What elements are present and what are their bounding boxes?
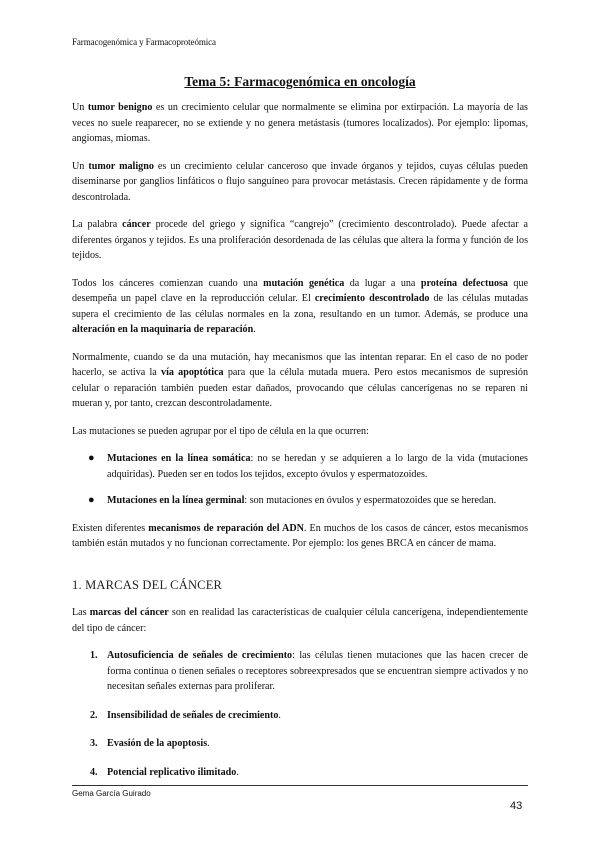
running-header: Farmacogenómica y Farmacoproteómica [72, 37, 216, 47]
text: procede del griego y significa “cangrejo” (crecimiento descontrolado). Puede afectar a diferentes órganos y tejidos. Es una proliferación desordenada de las células que altera la forma y función de los tejidos. [72, 219, 528, 261]
section-heading: 1. MARCAS DEL CÁNCER [72, 577, 223, 592]
text: es un crecimiento celular canceroso que invade órganos y tejidos, cuyas células pueden diseminarse por ganglios linfáticos o flujo sanguíneo para provocar metástasis. Crecen rápidamente y de forma descontrolada. [72, 160, 528, 203]
paragraph-tumor-benigno [72, 100, 528, 147]
text: : no se heredan y se adquieren a lo largo de la vida (mutaciones adquiridas). Pueden ser en todos los tejidos, excepto óvulos y espermatozoides. [107, 453, 528, 480]
text: La palabra [72, 219, 123, 230]
text: : las células tienen mutaciones que las hacen crecer de forma continua o tienen señales o receptores sobreexpresados que se encuentran siempre activados y no necesitan señales externas para proliferar. [107, 650, 528, 692]
item-number: 2. [90, 709, 98, 721]
mutation-type-list [72, 451, 528, 509]
bold-term: mecanismos de reparación del ADN [148, 522, 304, 534]
text: de las células mutadas supera el crecimiento de las células normales en la zona, resultando en un tumor. Además, se produce una [72, 293, 529, 320]
list-item [72, 765, 528, 781]
text: . En muchos de los casos de cáncer, estos mecanismos también están mutados y no funcionan correctamente. Por ejemplo: los genes BRCA en cáncer de mama. [72, 522, 529, 549]
bold-term: alteración en la maquinaria de reparación [72, 324, 254, 335]
bold-term: tumor maligno [88, 160, 154, 172]
page-title: Tema 5: Farmacogenómica en oncología [184, 74, 416, 89]
list-item [72, 736, 528, 752]
hallmarks-list [72, 648, 528, 780]
text: Normalmente, cuando se da una mutación, hay mecanismos que las intentan reparar. En el caso de no poder hacerlo, se activa la [72, 351, 528, 378]
item-number: 4. [90, 766, 98, 778]
paragraph-marcas [72, 605, 528, 636]
paragraph-reparacion-adn [72, 521, 528, 552]
bold-term: Autosuficiencia de señales de crecimiento [107, 650, 293, 661]
bold-term: Potencial replicativo ilimitado [107, 766, 237, 778]
paragraph-apoptosis [72, 350, 528, 412]
bullet-icon: ● [88, 494, 95, 506]
list-item [72, 493, 528, 509]
bold-term: tumor benigno [87, 102, 153, 113]
text: . [236, 766, 239, 778]
text: . [207, 738, 210, 749]
bold-term: vía apoptótica [161, 367, 224, 378]
text: Todos los cánceres comienzan cuando una [72, 277, 264, 289]
paragraph-mutacion [72, 276, 528, 338]
text: da lugar a una [344, 277, 421, 289]
text: Un [72, 102, 88, 113]
bold-term: Mutaciones en la línea germinal [107, 495, 245, 506]
list-item [72, 708, 528, 724]
text: : son mutaciones en óvulos y espermatozoides que se heredan. [244, 495, 497, 506]
bold-term: proteína defectuosa [420, 277, 508, 289]
list-item [72, 648, 528, 695]
text: . [253, 324, 256, 335]
text: que desempeña un papel clave en la reproducción celular. El [72, 277, 528, 304]
text: Un [72, 160, 89, 172]
item-number: 1. [90, 650, 98, 661]
document-body [72, 100, 528, 793]
paragraph-tumor-maligno [72, 159, 528, 206]
paragraph-cancer [72, 217, 528, 264]
bold-term: crecimiento descontrolado [314, 293, 430, 304]
bold-term: marcas del cáncer [89, 607, 169, 618]
text: Existen diferentes [72, 522, 149, 534]
footer-author: Gema García Guirado [72, 789, 151, 798]
bold-term: Insensibilidad de señales de crecimiento [107, 709, 279, 721]
page-number: 43 [510, 800, 523, 812]
bold-term: Mutaciones en la línea somática [107, 453, 251, 464]
text: es un crecimiento celular que normalmente se elimina por extirpación. La mayoría de las veces no suele reaparecer, no se extiende y no genera metástasis (tumores localizados). Por ejemplo: lipomas, angiomas, miomas. [72, 102, 528, 144]
text: . [278, 709, 281, 721]
text: son en realidad las características de cualquier célula cancerígena, independientemente del tipo de cáncer: [72, 607, 528, 634]
text: para que la célula mutada muera. Pero estos mecanismos de supresión celular o reparación también pueden estar dañados, provocando que células cancerígenas no se reparen ni mueran y, por tanto, crezcan descontroladamente. [72, 367, 528, 409]
list-item [72, 451, 528, 482]
item-number: 3. [90, 738, 98, 749]
bold-term: cáncer [122, 219, 151, 230]
text: Las [72, 607, 90, 618]
paragraph-tipos-mutacion: Las mutaciones se pueden agrupar por el tipo de célula en la que ocurren: [72, 425, 369, 437]
bold-term: mutación genética [263, 277, 345, 289]
footer-divider [72, 785, 528, 786]
bullet-icon: ● [88, 452, 95, 464]
bold-term: Evasión de la apoptosis [107, 738, 208, 749]
